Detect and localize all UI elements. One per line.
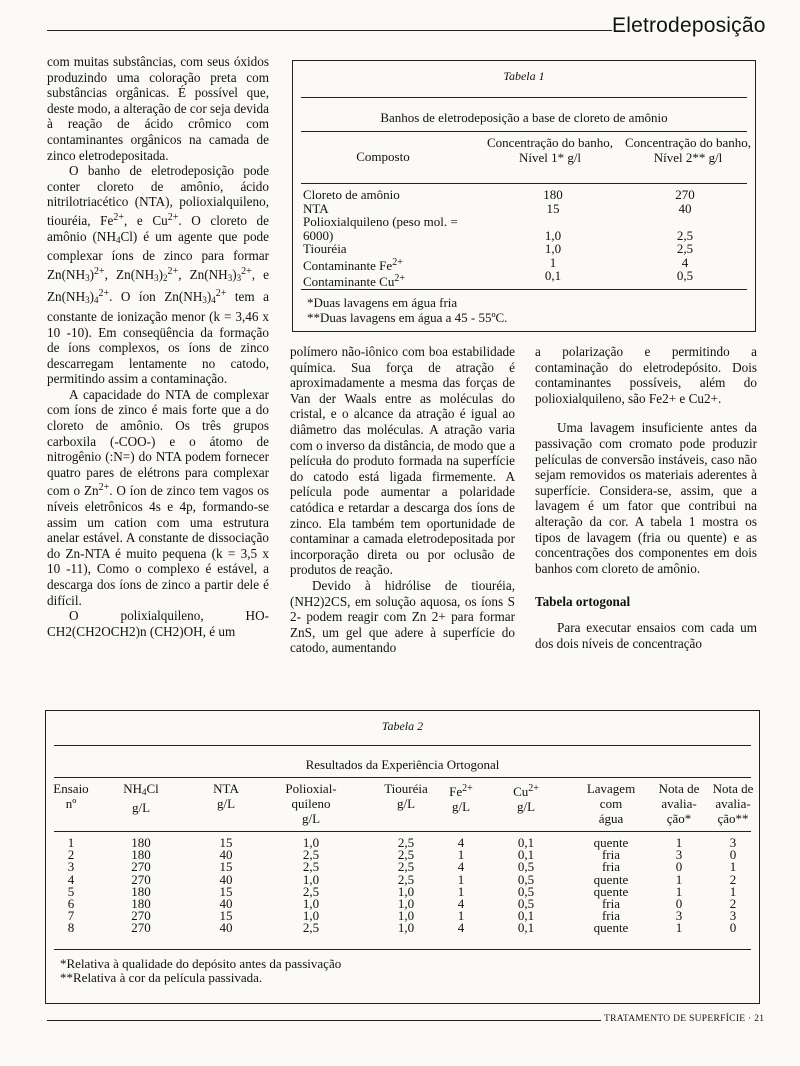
paragraph: Para executar ensaios com cada um dos dois níveis de concentração xyxy=(535,619,757,651)
table-footnote: *Duas lavagens em água fria **Duas lavagens em água a 45 - 55ºC. xyxy=(307,295,508,325)
table-column: 3 0 1 2 1 2 3 0 xyxy=(729,835,737,936)
table-column: 1,0 2,5 2,5 1,0 2,5 1,0 1,0 2,5 xyxy=(302,835,320,936)
paragraph: polímero não-iônico com boa estabilidade química. Sua força de atração é aproximadamente a mesma das forças de Van der Waals entre as moléculas do cristal, e o alcance da atração é igual ao diâmetro das moléculas. A atração varia com o inverso da distância, de modo que a pelícuła do produto formada na superfície do catodo está ligada firmemente. A película pode aumentar a polaridade catódica e retardar a descarga dos íons de zinco. Ela também tem oportunidade de contaminar a camada eletrodepositada por incorporação direta ou por oclusão de produtos de reação. xyxy=(290,344,515,578)
paragraph: Devido à hidrólise de tiouréia, (NH2)2CS, em solução aquosa, os íons S 2- podem reagir com Zn 2+ para formar ZnS, um gel que adere à superfície do catodo, aumentando xyxy=(290,577,515,656)
table-header: Tiouréia g/L xyxy=(384,781,428,811)
paragraph: O banho de eletrodeposição pode conter cloreto de amônio, ácido nitrilotriacético (NTA), polioxialquileno, tiouréia, $Fe^{2+}$, e $Cu^{2+}$. O cloreto de amônio $(NH_4Cl)$ é um agente que pode complexar íons de zinco para formar $Zn(NH_3)^{2+}$, $Zn(NH_3)_2^{2+}$, $Zn(NH_3)_3^{2+}$, e $Zn(NH_3)_4^{2+}$. O íon $Zn(NH_3)_4^{2+}$ tem a constante de ionização menor (k = 3,46 x 10 -10). Em conseqüência da formação de íons complexos, os íons de zinco descarregam lentamente no catodo, permitindo assim a contaminação. xyxy=(47,163,269,387)
running-header: Eletrodeposição xyxy=(612,14,766,37)
divider xyxy=(301,289,747,290)
table-column: 1 3 0 1 1 0 3 1 xyxy=(675,835,683,936)
table-2 xyxy=(45,710,760,1004)
table-column: 0,1 0,1 0,5 0,5 0,5 0,5 0,1 0,1 xyxy=(517,835,535,936)
paragraph: a polarização e permitindo a contaminação do eletrodepósito. Dois contaminantes possíveis, além do polioxialquileno, são Fe2+ e Cu2+. xyxy=(535,344,757,406)
table-caption: Tabela 2 xyxy=(381,719,424,733)
page-footer: TRATAMENTO DE SUPERFÍCIE · 21 xyxy=(604,1014,765,1024)
table-header: $Cu^{2+}$ g/L xyxy=(513,783,539,814)
text-column-1 xyxy=(47,54,269,639)
table-header: Concentração do banho, Nível 2** g/l xyxy=(625,135,751,165)
paragraph: A capacidade do NTA de complexar com íons de zinco é mais forte que a do cloreto de amônio. Os três grupos carboxila (-COO-) e o átomo de nitrogênio (:N=) do NTA podem fornecer quatro pares de elétrons para complexar com o $Zn^{2+}$. O íon de zinco tem vagos os níveis eletrônicos 4s e 4p, formando-se assim um cation com uma estrutura anelar estável. A constante de dissociação do Zn-NTA é muito pequena (k = 3,5 x 10 -11), Como o complexo é estável, a descarga dos íons de zinco a partir dele é difícil. xyxy=(47,386,269,608)
divider xyxy=(301,131,747,132)
text-column-2 xyxy=(290,344,515,656)
divider xyxy=(54,777,751,778)
footer-rule xyxy=(47,1020,601,1021)
table-column: quente fria fria quente quente fria fria quente xyxy=(593,835,629,936)
table-column: 270 40 2,5 2,5 4 0,5 xyxy=(675,187,695,283)
table-caption: Tabela 1 xyxy=(503,69,545,83)
table-column: 1 2 3 4 5 6 7 8 xyxy=(67,835,75,936)
table-header: Nota de avalia- ção* xyxy=(658,781,700,826)
section-heading: Tabela ortogonal xyxy=(535,594,631,610)
table-header: Lavagem com água xyxy=(586,781,636,826)
table-column: 180 180 270 270 180 180 270 270 xyxy=(131,835,151,936)
divider xyxy=(54,745,751,746)
table-column: 15 40 15 40 15 40 15 40 xyxy=(219,835,233,936)
divider xyxy=(54,949,751,950)
table-title: Banhos de eletrodeposição a base de cloreto de amônio xyxy=(380,110,668,125)
header-rule xyxy=(47,30,612,31)
paragraph: Uma lavagem insuficiente antes da passivação com cromato pode produzir películas de conversão instáveis, caso não sejam removidos os materiais aderentes à superfície. Considera-se, assim, que a lavagem é um fator que contribui na alteração da cor. A tabela 1 mostra os tipos de lavagem (fria ou quente) e as concentrações dos componentes em dois banhos com cloreto de amônio. xyxy=(535,420,757,576)
table-column: 4 1 4 1 1 4 1 4 xyxy=(457,835,465,936)
table-header: Ensaio nº xyxy=(53,781,89,811)
table-header: Polioxial- quileno g/L xyxy=(285,781,337,826)
paragraph: com muitas substâncias, com seus óxidos produzindo uma coloração preta com substâncias orgânicas. É possível que, deste modo, a alteração de cor seja devida à reação de ácido crômico com contaminantes orgânicos na camada de zinco eletrodepositada. xyxy=(47,54,269,163)
divider xyxy=(301,183,747,184)
table-column: 2,5 2,5 2,5 2,5 1,0 1,0 1,0 1,0 xyxy=(397,835,415,936)
table-column: 180 15 1,0 1,0 1 0,1 xyxy=(543,187,563,283)
paragraph: O polixialquileno, HO-CH2(CH2OCH2)n (CH2)OH, é um xyxy=(47,608,269,639)
table-header: Concentração do banho, Nível 1* g/l xyxy=(487,135,613,165)
divider xyxy=(301,97,747,98)
table-footnote: *Relativa à qualidade do depósito antes da passivação **Relativa à cor da película passivada. xyxy=(60,956,342,985)
table-header: Composto xyxy=(356,149,410,164)
table-title: Resultados da Experiência Ortogonal xyxy=(305,757,500,772)
table-header: NTA g/L xyxy=(213,781,239,811)
table-header: Nota de avalia- ção** xyxy=(712,781,754,826)
table-header: $NH_4Cl$ g/L xyxy=(123,781,159,815)
text-column-3 xyxy=(535,344,757,651)
table-row: Cloreto de amônio NTA Polioxialquileno (peso mol. = 6000) Tiouréia Contaminante $Fe^{2+}$ Contaminante $Cu^{2+}$ xyxy=(303,187,458,289)
divider xyxy=(54,831,751,832)
table-header: $Fe^{2+}$ g/L xyxy=(449,783,473,814)
table-1 xyxy=(292,60,756,332)
